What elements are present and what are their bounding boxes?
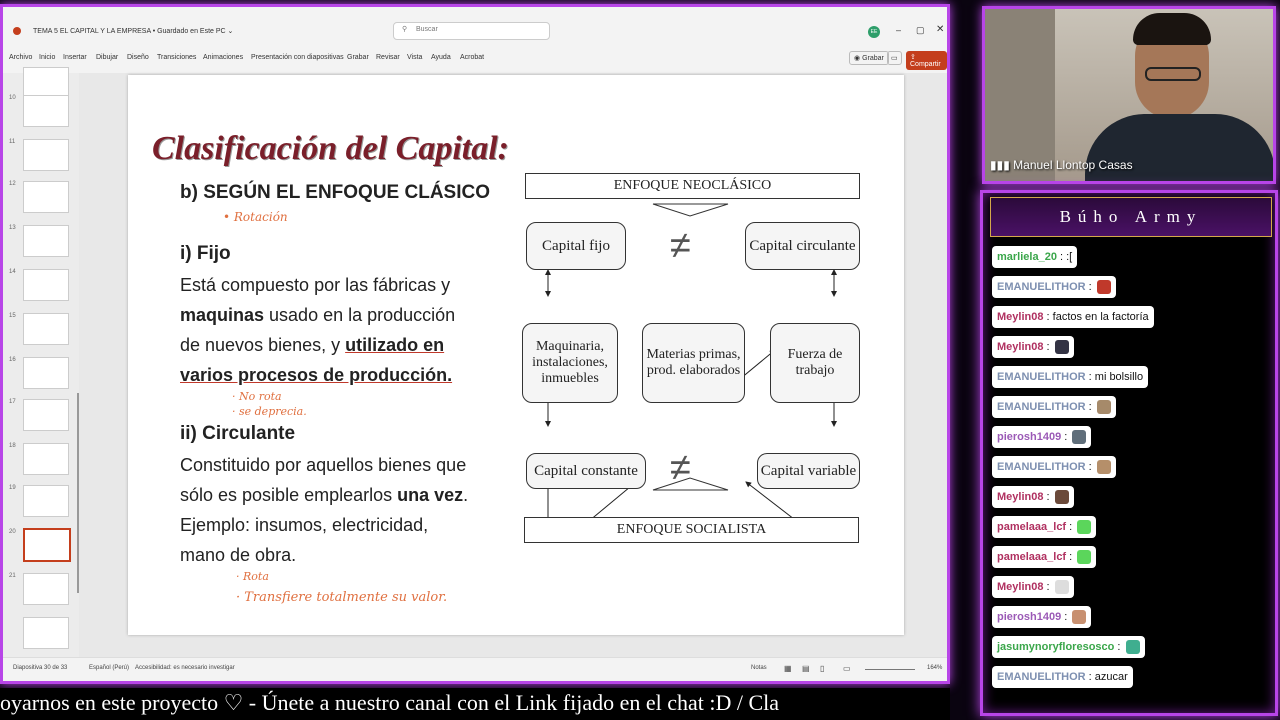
chat-emote-icon [1055, 340, 1069, 354]
text-span: . [463, 485, 469, 505]
comments-icon[interactable]: ▭ [887, 51, 902, 65]
slide-thumbnail[interactable] [23, 443, 69, 475]
share-icon: ⇪ [910, 54, 916, 61]
search-input[interactable] [393, 22, 550, 40]
chat-separator: : [1085, 401, 1095, 413]
tab-presentacion[interactable]: Presentación con diapositivas [251, 54, 344, 61]
record-icon: ◉ [854, 55, 863, 62]
normal-view-icon[interactable]: ▦ [784, 664, 792, 673]
materias-box: Materias primas, prod. elaborados [642, 323, 745, 403]
chat-separator: : [1043, 581, 1053, 593]
chat-separator: : [1066, 551, 1076, 563]
capital-variable-box: Capital variable [757, 453, 860, 489]
chat-text: factos en la factoría [1052, 311, 1149, 323]
tab-dibujar[interactable]: Dibujar [96, 54, 119, 61]
chat-message [992, 246, 1077, 268]
chat-message [992, 366, 1148, 388]
tab-ayuda[interactable]: Ayuda [431, 54, 451, 61]
thumbnail-number: 16 [9, 357, 16, 363]
chat-emote-icon [1072, 610, 1086, 624]
chat-message [992, 606, 1091, 628]
language-status[interactable]: Español (Perú) [89, 665, 130, 671]
text-line: Ejemplo: insumos, electricidad, [180, 515, 429, 535]
record-button[interactable] [849, 51, 889, 65]
notes-button[interactable]: Notas [751, 665, 767, 671]
thumbnail-number: 20 [9, 529, 16, 535]
not-equal-icon: ≠ [670, 447, 691, 489]
slide-thumbnail-selected[interactable] [23, 528, 71, 562]
text-line: mano de obra. [180, 545, 297, 565]
chat-separator: : [1085, 671, 1095, 683]
slide-thumbnail-pane [3, 73, 79, 657]
chat-separator: : [1066, 521, 1076, 533]
tab-archivo[interactable]: Archivo [9, 54, 33, 61]
thumbnail-number: 21 [9, 573, 16, 579]
avatar[interactable]: EE [868, 26, 880, 38]
tab-revisar[interactable]: Revisar [376, 54, 400, 61]
chat-message [992, 546, 1096, 568]
zoom-slider[interactable] [865, 669, 915, 670]
chat-message [992, 336, 1074, 358]
slide-thumbnail[interactable] [23, 95, 69, 127]
top-chevron [653, 204, 728, 216]
ribbon-tabs [3, 47, 947, 74]
chat-emote-icon [1055, 490, 1069, 504]
slide-thumbnail[interactable] [23, 269, 69, 301]
zoom-level[interactable]: 164% [927, 665, 943, 671]
thumbnail-number: 10 [9, 95, 16, 101]
chat-separator: : [1061, 611, 1071, 623]
tab-inicio[interactable]: Inicio [39, 54, 56, 61]
chat-message [992, 306, 1154, 328]
slide-subtitle: b) SEGÚN EL ENFOQUE CLÁSICO [180, 182, 491, 203]
chat-text: mi bolsillo [1094, 371, 1144, 383]
minimize-button[interactable]: – [896, 25, 902, 35]
bold-text: una vez [397, 485, 464, 505]
thumbnail-number: 11 [9, 139, 16, 145]
share-button[interactable] [906, 51, 947, 70]
chat-username[interactable]: pamelaaa_lcf [997, 551, 1067, 563]
chat-text: :[ [1066, 251, 1073, 263]
slide-thumbnail[interactable] [23, 357, 69, 389]
chat-username[interactable]: EMANUELITHOR [997, 281, 1086, 293]
accessibility-status[interactable]: Accesibilidad: es necesario investigar [135, 665, 235, 671]
thumbnail-number: 12 [9, 181, 16, 187]
tab-transiciones[interactable]: Transiciones [157, 54, 197, 61]
text-line [180, 330, 492, 360]
thumbnail-number: 18 [9, 443, 16, 449]
bold-text: maquinas [180, 305, 265, 325]
presenter-hair [1133, 13, 1211, 45]
chat-separator: : [1085, 371, 1095, 383]
presenter-body [1085, 114, 1275, 184]
slide-thumbnail[interactable] [23, 225, 69, 257]
capital-fijo-box: Capital fijo [526, 222, 626, 270]
title-bar [3, 7, 947, 47]
chat-message [992, 636, 1145, 658]
text-line [180, 480, 492, 510]
chat-title: Búho Army [990, 197, 1272, 237]
chat-message [992, 396, 1116, 418]
chat-separator: : [1085, 461, 1095, 473]
circulante-paragraph [180, 450, 492, 570]
chat-separator: : [1056, 251, 1067, 263]
chat-username[interactable]: EMANUELITHOR [997, 671, 1086, 683]
record-label: Grabar [862, 55, 884, 62]
capital-constante-box: Capital constante [526, 453, 646, 489]
handwritten-note: · Rota [236, 570, 269, 583]
tab-diseno[interactable]: Diseño [127, 54, 149, 61]
search-icon: ⚲ [402, 26, 408, 33]
tab-vista[interactable]: Vista [407, 54, 423, 61]
chat-username[interactable]: Meylin08 [997, 311, 1044, 323]
thumbnail-number: 19 [9, 485, 16, 491]
slideshow-icon[interactable]: ▭ [843, 664, 851, 673]
document-title[interactable]: TEMA 5 EL CAPITAL Y LA EMPRESA • Guardado en Este PC ⌄ [33, 28, 234, 35]
text-line [180, 360, 492, 390]
slide-thumbnail[interactable] [23, 573, 69, 605]
tab-animaciones[interactable]: Animaciones [203, 54, 244, 61]
thumbnail-number: 15 [9, 313, 16, 319]
chat-username[interactable]: EMANUELITHOR [997, 371, 1086, 383]
fijo-heading: i) Fijo [180, 243, 231, 264]
thumbnail-number: 17 [9, 399, 16, 405]
slide-thumbnail[interactable] [23, 313, 69, 345]
chat-separator: : [1114, 641, 1124, 653]
status-bar [3, 657, 947, 682]
chat-emote-icon [1097, 460, 1111, 474]
webcam-name-label [990, 158, 1133, 172]
chat-username[interactable]: pierosh1409 [997, 611, 1062, 623]
chat-message [992, 486, 1074, 508]
tab-grabar[interactable]: Grabar [347, 54, 369, 61]
tab-insertar[interactable]: Insertar [63, 54, 87, 61]
chat-username[interactable]: EMANUELITHOR [997, 461, 1086, 473]
slide-thumbnail[interactable] [23, 617, 69, 649]
chat-emote-icon [1097, 280, 1111, 294]
chat-username[interactable]: Meylin08 [997, 491, 1044, 503]
capital-circulante-box: Capital circulante [745, 222, 860, 270]
search-placeholder: Buscar [416, 26, 438, 33]
chat-text: azucar [1094, 671, 1128, 683]
chat-message [992, 516, 1096, 538]
chat-username[interactable]: marliela_20 [997, 251, 1057, 263]
chat-separator: : [1061, 431, 1071, 443]
slide-thumbnail[interactable] [23, 399, 69, 431]
chat-separator: : [1043, 341, 1053, 353]
reading-view-icon[interactable]: ▯ [820, 664, 825, 673]
slide-canvas[interactable] [128, 75, 904, 635]
text-line: Está compuesto por las fábricas y [180, 275, 451, 295]
maximize-button[interactable]: ▢ [916, 25, 925, 35]
socialista-header: ENFOQUE SOCIALISTA [524, 517, 859, 543]
chat-emote-icon [1072, 430, 1086, 444]
chat-emote-icon [1077, 520, 1091, 534]
neoclasico-header: ENFOQUE NEOCLÁSICO [525, 173, 860, 199]
scrolling-ticker: oyarnos en este proyecto ♡ - Únete a nuestro canal con el Link fijado en el chat :D / Cla [0, 688, 950, 720]
handwritten-note: · Transfiere totalmente su valor. [236, 590, 448, 605]
slide-count: Diapositiva 30 de 33 [13, 665, 68, 671]
powerpoint-logo-icon [13, 27, 21, 35]
tab-acrobat[interactable]: Acrobat [460, 54, 485, 61]
circulante-heading: ii) Circulante [180, 423, 296, 444]
fuerza-box: Fuerza de trabajo [770, 323, 860, 403]
slide-thumbnail[interactable] [23, 181, 69, 213]
not-equal-icon: ≠ [670, 225, 691, 267]
chat-emote-icon [1055, 580, 1069, 594]
chat-message [992, 426, 1091, 448]
handwritten-note: · se deprecia. [232, 405, 307, 418]
slide-thumbnail[interactable] [23, 139, 69, 171]
chat-message [992, 456, 1116, 478]
bold-text: utilizado en [345, 335, 445, 355]
chat-message [992, 276, 1116, 298]
text-span: usado en la producción [264, 305, 456, 325]
text-span: de nuevos bienes, y [180, 335, 346, 355]
chat-username[interactable]: Meylin08 [997, 341, 1044, 353]
chat-separator: : [1043, 491, 1053, 503]
sorter-view-icon[interactable]: ▤ [802, 664, 810, 673]
handwritten-note: • Rotación [223, 210, 288, 224]
chat-username[interactable]: pierosh1409 [997, 431, 1062, 443]
handwritten-note: · No rota [232, 390, 282, 403]
chat-emote-icon [1077, 550, 1091, 564]
chat-username[interactable]: EMANUELITHOR [997, 401, 1086, 413]
text-line: Constituido por aquellos bienes que [180, 455, 467, 475]
chat-emote-icon [1126, 640, 1140, 654]
share-label: Compartir [910, 61, 941, 68]
chat-username[interactable]: Meylin08 [997, 581, 1044, 593]
bold-text: varios procesos de producción. [180, 365, 453, 385]
chat-username[interactable]: jasumynoryfloresosco [997, 641, 1115, 653]
maquinaria-box: Maquinaria, instalaciones, inmuebles [522, 323, 618, 403]
thumbnail-number: 14 [9, 269, 16, 275]
chat-message [992, 666, 1133, 688]
chat-message [992, 576, 1074, 598]
chat-username[interactable]: pamelaaa_lcf [997, 521, 1067, 533]
signal-icon: ▮▮▮ [990, 158, 1014, 172]
slide-title: Clasificación del Capital: [152, 130, 509, 167]
presenter-name: Manuel Llontop Casas [1013, 158, 1133, 172]
thumbnail-number: 13 [9, 225, 16, 231]
glasses-icon [1145, 67, 1201, 81]
slide-thumbnail[interactable] [23, 485, 69, 517]
chat-emote-icon [1097, 400, 1111, 414]
text-span: sólo es posible emplearlos [180, 485, 398, 505]
chat-separator: : [1043, 311, 1053, 323]
chat-separator: : [1085, 281, 1095, 293]
text-line [180, 300, 492, 330]
fijo-paragraph [180, 270, 492, 390]
close-button[interactable]: ✕ [936, 24, 945, 35]
